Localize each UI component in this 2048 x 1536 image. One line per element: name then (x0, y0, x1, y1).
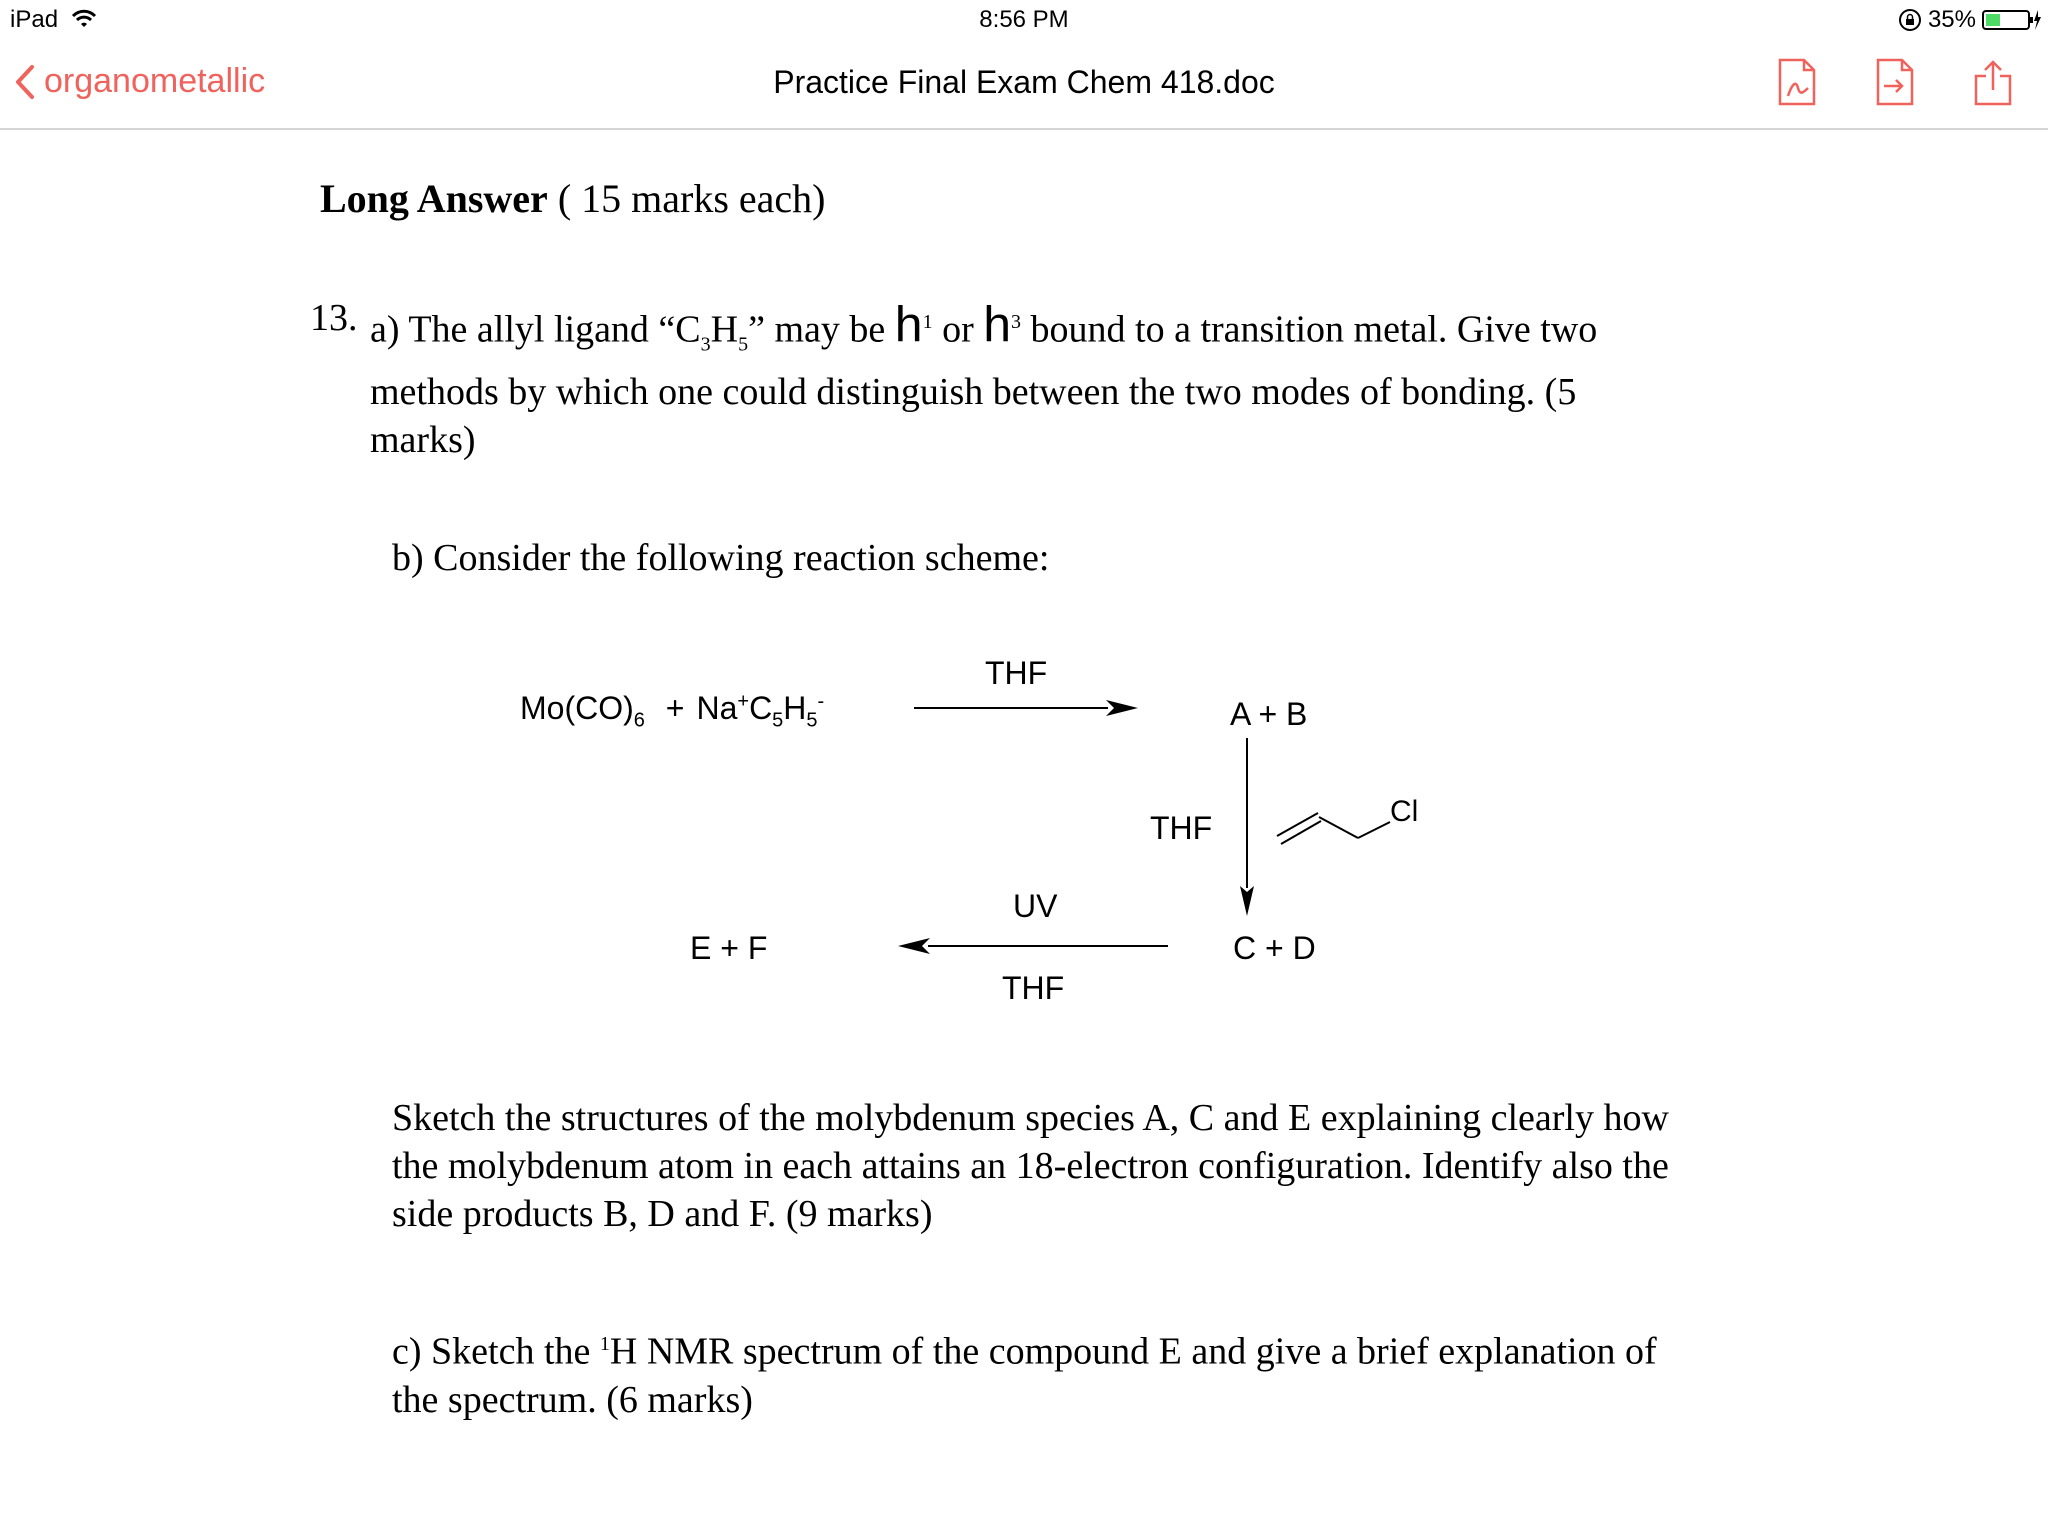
heading-bold: Long Answer (320, 176, 548, 221)
part-b-line3: side products B, D and F. (9 marks) (392, 1193, 933, 1235)
a-sub1: 3 (700, 333, 711, 356)
a-h: H (710, 308, 739, 351)
mo-co: Mo(CO) (520, 690, 634, 726)
arrow-left (898, 938, 1168, 954)
arrow2-label: THF (1150, 810, 1213, 846)
part-b-line2: the molybdenum atom in each attains an 18-electron configuration. Identify also the (392, 1145, 1669, 1187)
cp-h: H (783, 690, 807, 726)
part-b-line1: Sketch the structures of the molybdenum species A, C and E explaining clearly how (392, 1097, 1669, 1139)
eta-symbol-1: h (894, 296, 923, 353)
arrow-down (1240, 738, 1254, 916)
a-mid: ” may be (748, 308, 895, 351)
cp-sub2: 5 (806, 709, 818, 732)
c-prefix: c) Sketch the (392, 1330, 600, 1373)
device-label: iPad (10, 6, 59, 33)
sodium: Na (696, 690, 738, 726)
back-label: organometallic (44, 62, 266, 100)
part-b-text (392, 1094, 1669, 1238)
cp-c: C (749, 690, 773, 726)
status-time: 8:56 PM (979, 6, 1069, 33)
arrow3-top-label: UV (1013, 888, 1058, 924)
eta-symbol-3: h (983, 296, 1012, 353)
question-number: 13. (310, 297, 358, 339)
battery-percent: 35% (1927, 6, 1976, 33)
a-prefix: a) The allyl ligand “C (370, 308, 701, 351)
a-or: or (932, 308, 984, 351)
arrow3-bottom-label: THF (1002, 970, 1065, 1006)
cp-charge: - (817, 690, 825, 713)
a-sub2: 5 (738, 333, 749, 356)
part-c-line2: the spectrum. (6 marks) (392, 1378, 753, 1421)
cp-sub1: 5 (772, 709, 784, 732)
sodium-charge: + (737, 690, 750, 713)
part-a-line3: marks) (370, 419, 476, 462)
part-c-text (392, 1320, 1657, 1424)
heading-rest: ( 15 marks each) (547, 176, 826, 221)
a-rest: bound to a transition metal. Give two (1021, 308, 1598, 351)
plus-sign: + (665, 690, 685, 726)
mo-co-sub: 6 (633, 709, 645, 732)
c-rest: H NMR spectrum of the compound E and give a brief explanation of (609, 1330, 1657, 1373)
allyl-chloride-structure (1277, 813, 1390, 844)
chlorine-label: Cl (1390, 795, 1419, 828)
products-ab: A + B (1230, 696, 1308, 732)
arrow-right (914, 700, 1138, 716)
products-cd: C + D (1233, 930, 1316, 966)
part-c-line1 (392, 1320, 1657, 1376)
products-ef: E + F (690, 930, 768, 966)
eta-sup3: 3 (1011, 311, 1022, 333)
document-title: Practice Final Exam Chem 418.doc (773, 64, 1275, 100)
arrow1-label: THF (985, 655, 1048, 691)
part-a-line2: methods by which one could distinguish between the two modes of bonding. (5 (370, 371, 1577, 414)
part-b-intro: b) Consider the following reaction scheme: (392, 537, 1050, 579)
eta-sup1: 1 (922, 311, 933, 333)
c-sup: 1 (599, 1333, 610, 1355)
